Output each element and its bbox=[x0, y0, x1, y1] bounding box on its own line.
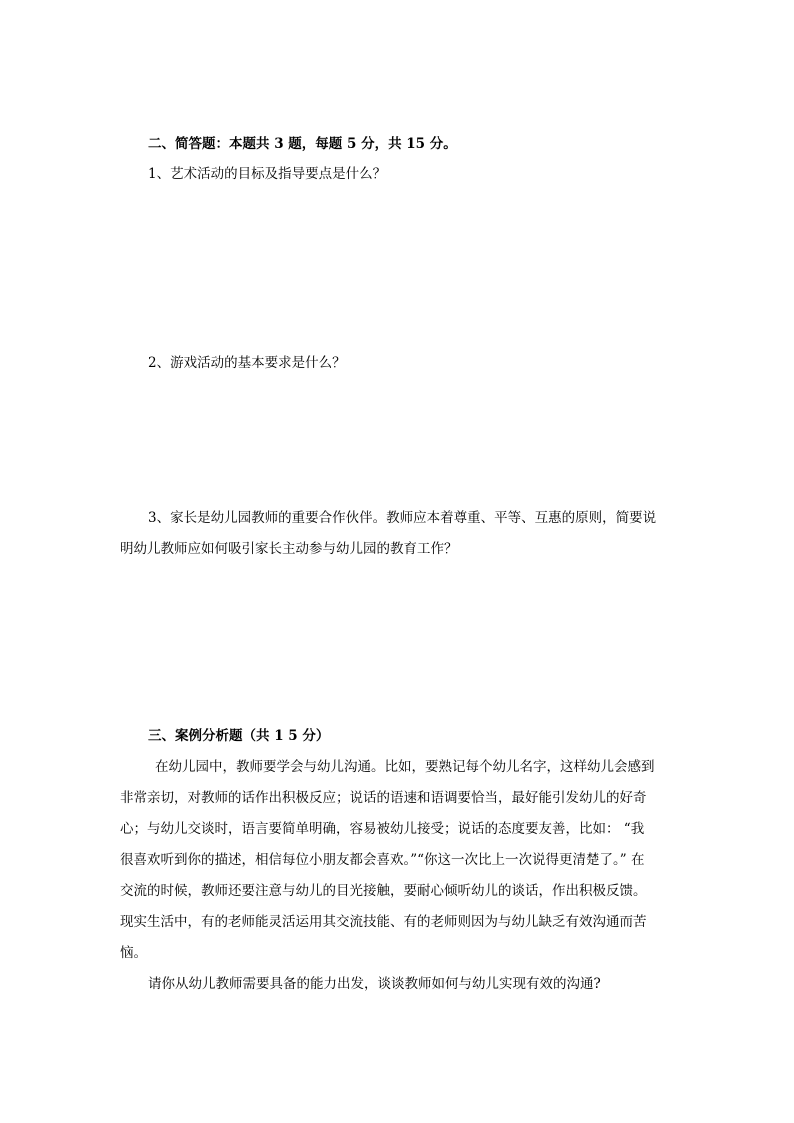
question-1: 1、艺术活动的目标及指导要点是什么？ bbox=[148, 166, 387, 182]
section3-heading: 三、案例分析题（共 1 5 分） bbox=[148, 728, 330, 744]
case-line-6: 现实生活中，有的老师能灵活运用其交流技能、有的老师则因为与幼儿缺乏有效沟通而苦 bbox=[120, 914, 647, 930]
question-3-line-1: 3、家长是幼儿园教师的重要合作伙伴。教师应本着尊重、平等、互惠的原则，简要说 bbox=[148, 510, 657, 526]
case-question: 请你从幼儿教师需要具备的能力出发，谈谈教师如何与幼儿实现有效的沟通? bbox=[148, 976, 601, 992]
section2-heading: 二、简答题：本题共 3 题，每题 5 分，共 15 分。 bbox=[148, 136, 457, 152]
case-line-7: 恼。 bbox=[120, 945, 147, 961]
case-line-3: 心；与幼儿交谈时，语言要简单明确，容易被幼儿接受；说话的态度要友善，比如： “我 bbox=[120, 821, 645, 837]
case-line-1: 在幼儿园中，教师要学会与幼儿沟通。比如，要熟记每个幼儿名字，这样幼儿会感到 bbox=[155, 759, 655, 775]
case-line-4: 很喜欢听到你的描述，相信每位小朋友都会喜欢。”“你这一次比上一次说得更清楚了。” 在 bbox=[120, 852, 645, 868]
case-line-2: 非常亲切，对教师的话作出积极反应；说话的语速和语调要恰当，最好能引发幼儿的好奇 bbox=[120, 790, 647, 806]
question-2: 2、游戏活动的基本要求是什么？ bbox=[148, 355, 346, 371]
question-3-line-2: 明幼儿教师应如何吸引家长主动参与幼儿园的教育工作？ bbox=[120, 541, 458, 557]
case-line-5: 交流的时候，教师还要注意与幼儿的目光接触，要耐心倾听幼儿的谈话，作出积极反馈。 bbox=[120, 883, 647, 899]
